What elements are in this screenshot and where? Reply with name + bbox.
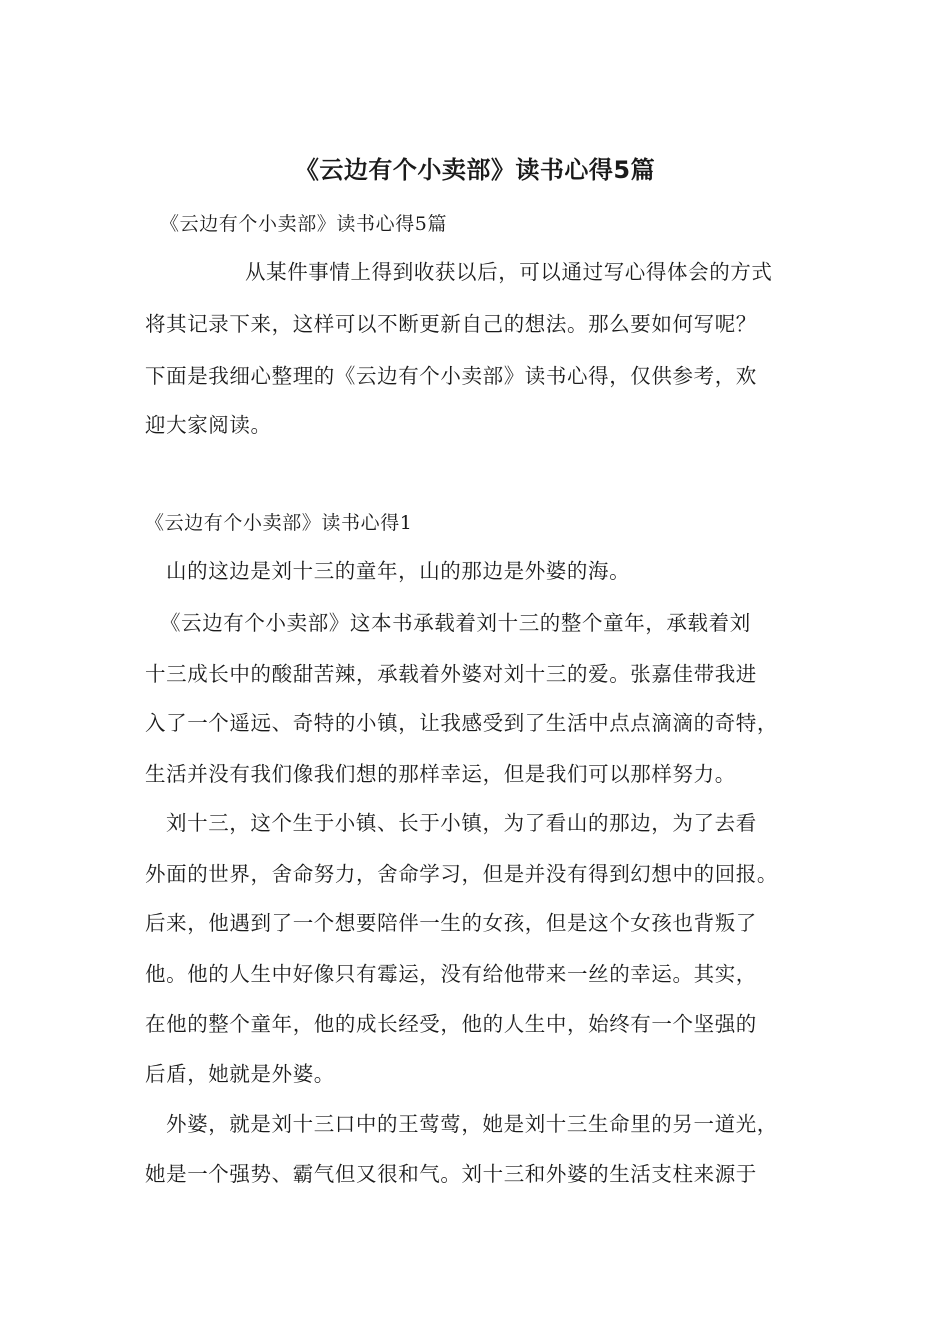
- paragraph-line: 山的这边是刘十三的童年，山的那边是外婆的海。: [166, 559, 631, 583]
- paragraph-line: 外面的世界，舍命努力，舍命学习，但是并没有得到幻想中的回报。: [145, 862, 778, 886]
- paragraph-line: 十三成长中的酸甜苦辣，承载着外婆对刘十三的爱。张嘉佳带我进: [145, 662, 757, 686]
- document-subtitle: 《云边有个小卖部》读书心得5篇: [160, 213, 448, 235]
- intro-line: 从某件事情上得到收获以后，可以通过写心得体会的方式: [245, 260, 773, 284]
- paragraph-line: 后来，他遇到了一个想要陪伴一生的女孩，但是这个女孩也背叛了: [145, 911, 757, 935]
- document-title: 《云边有个小卖部》读书心得5篇: [294, 156, 656, 184]
- paragraph-line: 刘十三，这个生于小镇、长于小镇，为了看山的那边，为了去看: [166, 811, 757, 835]
- paragraph-line: 外婆，就是刘十三口中的王莺莺，她是刘十三生命里的另一道光，: [166, 1112, 778, 1136]
- section-heading: 《云边有个小卖部》读书心得1: [145, 512, 413, 534]
- paragraph-line: 《云边有个小卖部》这本书承载着刘十三的整个童年，承载着刘: [160, 611, 751, 635]
- paragraph-line: 他。他的人生中好像只有霉运，没有给他带来一丝的幸运。其实，: [145, 962, 757, 986]
- intro-line: 迎大家阅读。: [145, 413, 272, 437]
- intro-line: 下面是我细心整理的《云边有个小卖部》读书心得，仅供参考，欢: [145, 364, 757, 388]
- paragraph-line: 生活并没有我们像我们想的那样幸运，但是我们可以那样努力。: [145, 762, 736, 786]
- intro-line: 将其记录下来，这样可以不断更新自己的想法。那么要如何写呢？: [145, 312, 757, 336]
- paragraph-line: 她是一个强势、霸气但又很和气。刘十三和外婆的生活支柱来源于: [145, 1162, 757, 1186]
- paragraph-line: 入了一个遥远、奇特的小镇，让我感受到了生活中点点滴滴的奇特，: [145, 711, 778, 735]
- paragraph-line: 在他的整个童年，他的成长经受，他的人生中，始终有一个坚强的: [145, 1012, 757, 1036]
- paragraph-line: 后盾，她就是外婆。: [145, 1062, 335, 1086]
